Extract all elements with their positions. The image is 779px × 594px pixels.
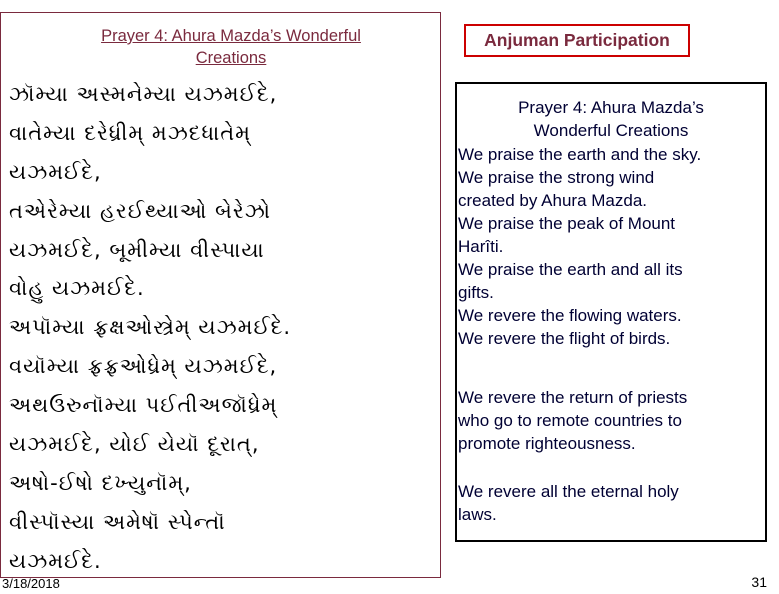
verse-line: વયૉમ્યા ફ્રફ્રઓધ્રેમ્ યઝમઈદે, bbox=[9, 354, 278, 379]
right-title-line-2: Wonderful Creations bbox=[533, 121, 689, 140]
translation-line: gifts. bbox=[458, 283, 494, 302]
english-translation-panel bbox=[455, 82, 767, 542]
anjuman-participation-heading: Anjuman Participation bbox=[464, 24, 690, 57]
translation-line: We revere the flight of birds. bbox=[458, 329, 671, 348]
translation-line: We revere the flowing waters. bbox=[458, 306, 682, 325]
slide-page-number: 31 bbox=[751, 574, 767, 590]
translation-line: We praise the earth and all its bbox=[458, 260, 683, 279]
left-title-line-2: Creations bbox=[195, 49, 267, 67]
translation-line: We revere all the eternal holy bbox=[458, 482, 679, 501]
translation-group-1 bbox=[458, 143, 764, 350]
verse-line: અપૉમ્યા ફ્રક્ષઓસ્ત્રેમ્ યઝમઈદે. bbox=[9, 315, 292, 340]
verse-line: યઝમઈદે, bbox=[9, 159, 102, 184]
translation-line: created by Ahura Mazda. bbox=[458, 191, 648, 210]
slide-date: 3/18/2018 bbox=[2, 576, 60, 591]
translation-line: laws. bbox=[458, 505, 497, 524]
right-panel-title bbox=[457, 96, 765, 142]
verse-line: વાતેમ્યા દરેધ્રીમ્ મઝદધાતેમ્ bbox=[9, 120, 251, 145]
left-title-line-1: Prayer 4: Ahura Mazda’s Wonderful bbox=[101, 27, 361, 45]
gujarati-verse bbox=[9, 75, 439, 581]
verse-line: અથઉરુનૉમ્યા પઈતીઅજૉધ્રેમ્ bbox=[9, 393, 278, 418]
left-panel-title bbox=[31, 25, 431, 69]
translation-line: We praise the peak of Mount bbox=[458, 214, 676, 233]
verse-line: યઝમઈદે, બૂમીમ્યા વીસ્પાયા bbox=[9, 237, 265, 262]
gujarati-verse-panel bbox=[0, 12, 441, 578]
translation-line: We praise the strong wind bbox=[458, 168, 655, 187]
translation-line: who go to remote countries to bbox=[458, 411, 682, 430]
translation-line: promote righteousness. bbox=[458, 434, 636, 453]
verse-line: વોહુ યઝમઈદે. bbox=[9, 276, 145, 301]
verse-line: યઝમઈદે, યોઈ યેયૉ દૂરાત્, bbox=[9, 432, 260, 457]
verse-line: ઝૉમ્યા અસ્મનેમ્યા યઝમઈદે, bbox=[9, 82, 278, 106]
verse-line: વીસ્પૉસ્યા અમેષૉ સ્પેન્તૉ bbox=[9, 509, 226, 534]
verse-line: યઝમઈદે. bbox=[9, 548, 102, 573]
translation-line: We praise the earth and the sky. bbox=[458, 145, 702, 164]
translation-line: Harîti. bbox=[458, 237, 504, 256]
translation-group-2 bbox=[458, 386, 764, 455]
verse-line: તએરેમ્યા હરઈથ્યાઓ બેરેઝો bbox=[9, 198, 272, 223]
translation-group-3 bbox=[458, 480, 764, 526]
right-title-line-1: Prayer 4: Ahura Mazda’s bbox=[518, 98, 704, 117]
verse-line: અષો-ઈષો દખ્યુનૉમ્, bbox=[9, 470, 192, 495]
translation-line: We revere the return of priests bbox=[458, 388, 688, 407]
